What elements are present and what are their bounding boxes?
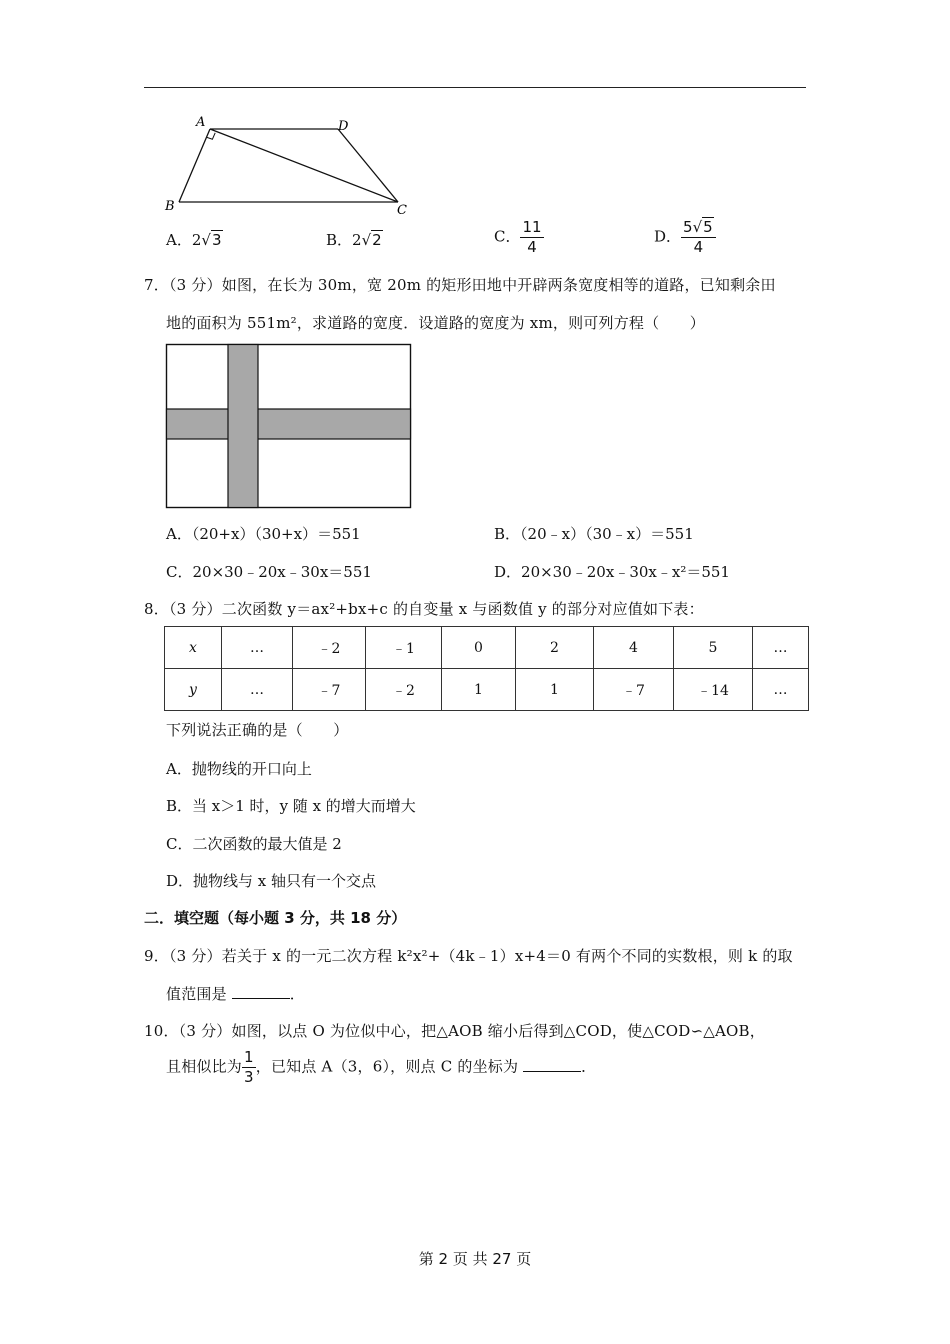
q9-stem-line2: 值范围是 ． [166, 985, 305, 1003]
vertical-road [228, 345, 258, 508]
table-cell: y [165, 669, 222, 711]
similarity-ratio: $\frac{1}{3}$ [244, 1048, 254, 1086]
table-cell: ﹣1 [366, 627, 442, 669]
q7-option-d[interactable]: D．20×30﹣20x﹣30x﹣x²＝551 [494, 563, 730, 581]
q7-option-a[interactable]: A．（20+x）（30+x）＝551 [166, 525, 361, 543]
label-c: C [397, 203, 407, 218]
label-a: A [196, 115, 206, 130]
table-cell: 4 [594, 627, 674, 669]
table-cell: ﹣2 [293, 627, 366, 669]
table-cell: ﹣14 [674, 669, 753, 711]
horizontal-road [167, 409, 411, 439]
table-cell: 5 [674, 627, 753, 669]
q9-answer-blank[interactable] [232, 984, 290, 999]
label-b: B [165, 199, 175, 214]
header-rule [144, 87, 806, 88]
table-row-x [165, 627, 809, 669]
table-cell: … [222, 669, 293, 711]
segment-ac [210, 129, 398, 202]
q8-question: 下列说法正确的是（ ） [166, 721, 349, 739]
q6-option-d[interactable]: D． $\frac{5√5}{4}$ [654, 220, 716, 255]
label-d: D [338, 119, 349, 134]
table-cell: ﹣2 [366, 669, 442, 711]
table-cell: ﹣7 [293, 669, 366, 711]
table-cell: x [165, 627, 222, 669]
figure-quadrilateral-abcd [160, 110, 420, 220]
table-cell: 1 [442, 669, 516, 711]
q8-option-a[interactable]: A．抛物线的开口向上 [166, 760, 312, 778]
q6-option-b[interactable]: B．2√2 [326, 231, 382, 249]
q10-stem-line2: 且相似比为 $\frac{1}{3}$ ，已知点 A（3，6），则点 C 的坐标为 ． [166, 1048, 597, 1086]
table-cell: ﹣7 [594, 669, 674, 711]
q8-value-table [164, 626, 809, 711]
segment-ab [179, 129, 210, 202]
q6-option-c[interactable]: C． $\frac{11}{4}$ [494, 218, 542, 256]
table-cell: … [222, 627, 293, 669]
q8-stem: 8．（3 分）二次函数 y＝ax²+bx+c 的自变量 x 与函数值 y 的部分对应值如下表： [144, 600, 704, 618]
q8-option-d[interactable]: D．抛物线与 x 轴只有一个交点 [166, 872, 377, 890]
figure-field-with-roads [164, 342, 414, 512]
q7-stem-line2: 地的面积为 551m²，求道路的宽度．设道路的宽度为 xm，则可列方程（ ） [166, 314, 705, 332]
table-cell: 0 [442, 627, 516, 669]
q10-stem-line1: 10．（3 分）如图，以点 O 为位似中心，把△AOB 缩小后得到△COD，使△COD∽△AOB， [144, 1022, 765, 1040]
table-cell: … [753, 669, 809, 711]
table-cell: 1 [516, 669, 594, 711]
table-cell: … [753, 627, 809, 669]
q8-option-b[interactable]: B．当 x＞1 时，y 随 x 的增大而增大 [166, 797, 416, 815]
section-title: 二．填空题（每小题 3 分，共 18 分） [144, 909, 407, 927]
q6-option-a[interactable]: A．2√3 [166, 231, 222, 249]
segment-dc [338, 129, 398, 202]
q7-option-b[interactable]: B．（20﹣x）（30﹣x）＝551 [494, 525, 694, 543]
q10-answer-blank[interactable] [523, 1057, 581, 1072]
q7-option-c[interactable]: C．20×30﹣20x﹣30x＝551 [166, 563, 372, 581]
q7-stem-line1: 7．（3 分）如图，在长为 30m，宽 20m 的矩形田地中开辟两条宽度相等的道路，已知剩余田 [144, 276, 776, 294]
page-footer: 第 2 页 共 27 页 [418, 1250, 532, 1268]
q8-option-c[interactable]: C．二次函数的最大值是 2 [166, 835, 342, 853]
table-cell: 2 [516, 627, 594, 669]
table-row-y [165, 669, 809, 711]
q9-stem-line1: 9．（3 分）若关于 x 的一元二次方程 k²x²+（4k﹣1）x+4＝0 有两个不同的实数根，则 k 的取 [144, 947, 793, 965]
